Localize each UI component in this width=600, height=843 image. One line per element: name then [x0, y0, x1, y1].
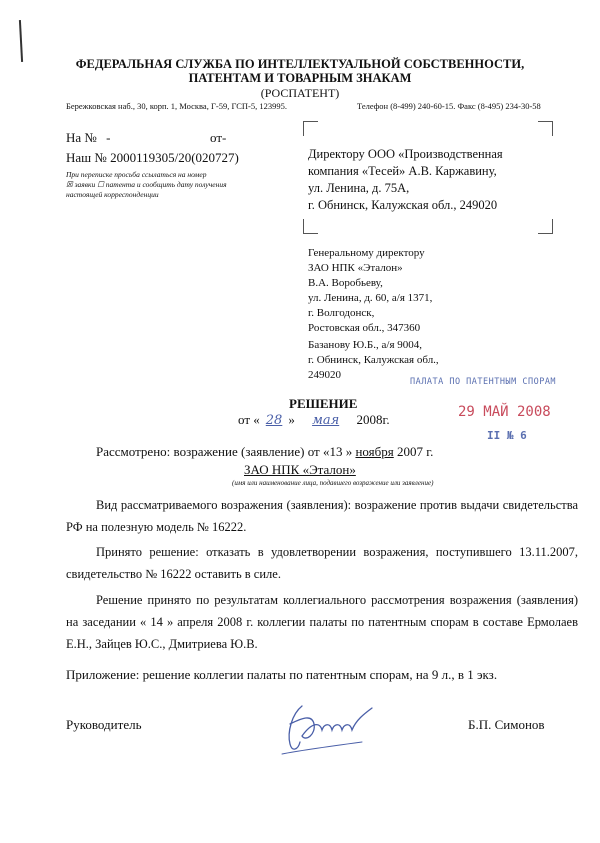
- recipient-second: Генеральному директору ЗАО НПК «Эталон» В.А. Воробьеву, ул. Ленина, д. 60, а/я 1371, г. Волгодонск, Ростовская обл., 347360: [308, 247, 433, 334]
- checkbox-application-icon: ☒: [66, 180, 73, 189]
- org-address: Бережковская наб., 30, корп. 1, Москва, Г-59, ГСП-5, 123995.: [66, 101, 288, 111]
- incoming-ref: [66, 130, 110, 146]
- address-corner-top-left: [303, 121, 318, 136]
- ref-note: [66, 170, 227, 200]
- decision-year: 2008г.: [356, 412, 390, 427]
- decision-month: мая: [312, 413, 340, 428]
- considered-year: 2007 г.: [397, 444, 434, 459]
- address-corner-bottom-right: [538, 219, 553, 234]
- paragraph-objection-type: Вид рассматриваемого возражения (заявления): возражение против выдачи свидетельства РФ на полезную модель № 16222.: [66, 498, 578, 534]
- signer-role: Руководитель: [66, 717, 142, 732]
- stamp-date: 29 МАЙ 2008: [458, 404, 551, 420]
- decision-title: РЕШЕНИЕ: [289, 396, 358, 411]
- incoming-ref-value: -: [106, 130, 111, 145]
- paragraph-decision: Принято решение: отказать в удовлетворении возражения, поступившего 13.11.2007, свидетельство № 16222 оставить в силе.: [66, 545, 578, 581]
- our-ref-value: 2000119305/20(020727): [110, 150, 239, 165]
- org-phones: Телефон (8-499) 240-60-15. Факс (8-495) 234-30-58: [357, 101, 541, 111]
- considered-party: ЗАО НПК «Эталон»: [244, 462, 356, 477]
- checkbox-patent-icon: ☐: [97, 180, 104, 189]
- recipient-third: Базанову Ю.Б., а/я 9004, г. Обнинск, Калужская обл., 249020: [308, 339, 439, 381]
- decision-date: от « 28 » мая 2008г.: [238, 412, 390, 428]
- stamp-chamber: ПАЛАТА ПО ПАТЕНТНЫМ СПОРАМ: [410, 377, 557, 387]
- ref-note-line1: При переписке просьба ссылаться на номер: [66, 170, 207, 179]
- org-name-line2: ПАТЕНТАМ И ТОВАРНЫМ ЗНАКАМ: [188, 71, 412, 85]
- org-name-line1: ФЕДЕРАЛЬНАЯ СЛУЖБА ПО ИНТЕЛЛЕКТУАЛЬНОЙ СОБСТВЕННОСТИ,: [75, 57, 525, 71]
- our-ref-label: Наш №: [66, 150, 107, 165]
- signer-name: Б.П. Симонов: [468, 717, 545, 732]
- stamp-number: II № 6: [487, 429, 527, 442]
- considered-party-caption: (имя или наименование лица, подавшего возражение или заявление): [232, 479, 434, 487]
- margin-pen-mark: [19, 20, 23, 62]
- address-corner-top-right: [538, 121, 553, 136]
- attachment-line: Приложение: решение коллегии палаты по патентным спорам, на 9 л., в 1 экз.: [66, 667, 498, 682]
- incoming-ref-date: от-: [210, 130, 227, 145]
- address-corner-bottom-left: [303, 219, 318, 234]
- considered-line: Рассмотрено: возражение (заявление) от «13 » ноября 2007 г.: [96, 444, 434, 459]
- decision-day: 28: [265, 413, 283, 428]
- handwritten-signature: [262, 684, 382, 764]
- our-ref: [66, 150, 239, 166]
- paragraph-meeting: Решение принято по результатам коллегиального рассмотрения возражения (заявления) на заседании « 14 » апреля 2008 г. коллегии палаты по патентным спорам в составе Ермолаев Е.Н., Зайцев Ю.С., Дмитриева Ю.В.: [66, 593, 578, 651]
- incoming-ref-label: На №: [66, 130, 97, 145]
- ref-note-line3: настоящей корреспонденции: [66, 190, 159, 199]
- recipient-main: Директору ООО «Производственная компания «Тесей» А.В. Каржавину, ул. Ленина, д. 75А, г. Обнинск, Калужская обл., 249020: [308, 147, 503, 212]
- considered-month: ноября: [355, 444, 394, 459]
- org-short-name: (РОСПАТЕНТ): [260, 86, 340, 100]
- ref-note-line2: ☒ заявки ☐ патента и сообщить дату получения: [66, 180, 227, 189]
